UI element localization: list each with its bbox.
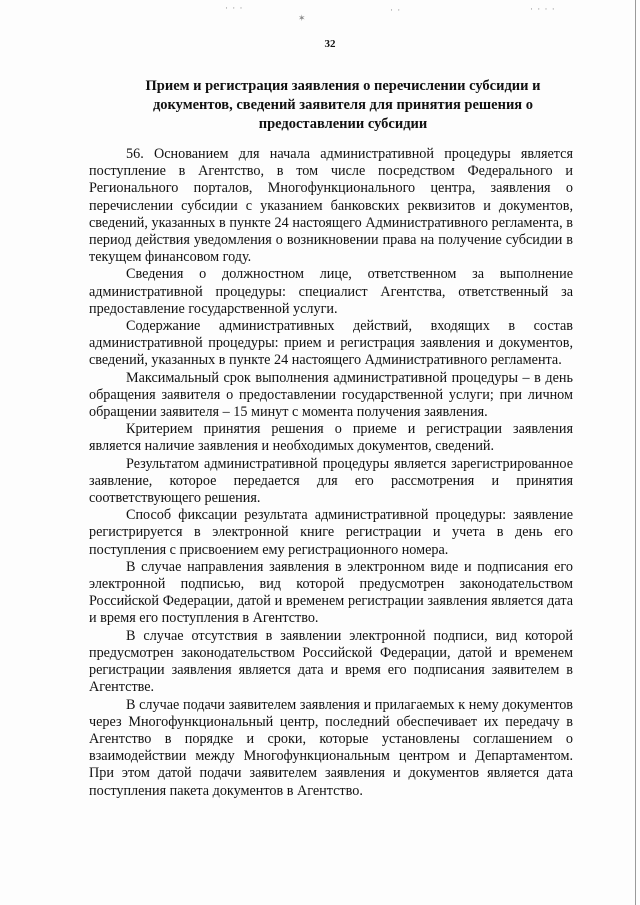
paragraph: Результатом административной процедуры является зарегистрированное заявление, которое передается для его рассмотрения и принятия соответствующего решения.	[89, 455, 573, 507]
paragraph: Сведения о должностном лице, ответственном за выполнение административной процедуры: специалист Агентства, ответственный за предоставление государственной услуги.	[89, 266, 573, 317]
document-body	[89, 146, 573, 800]
paragraph: В случае отсутствия в заявлении электронной подписи, вид которой предусмотрен законодательством Российской Федерации, датой и временем регистрации заявления является дата и время его подписания заявителем в Агентстве.	[89, 627, 573, 696]
page-number: 32	[324, 38, 336, 50]
paragraph: 56. Основанием для начала административной процедуры является поступление в Агентство, в том числе посредством Федерального и Регионального порталов, Многофункционального центра, заявления о перечислении субсидии с указанием банковских реквизитов и документов, сведений, указанных в пункте 24 настоящего Административного регламента, в период действия уведомления о возникновении права на получение субсидии в текущем финансовом году.	[89, 146, 573, 266]
paragraph: В случае подачи заявителем заявления и прилагаемых к нему документов через Многофункциональный центр, последний обеспечивает их передачу в Агентство в порядке и сроки, которые установлены соглашением о взаимодействии между Многофункциональным центром и Департаментом. При этом датой подачи заявителем заявления и документов является дата поступления пакета документов в Агентство.	[89, 696, 573, 799]
scan-speck: · · ·	[225, 3, 244, 13]
paragraph: Содержание административных действий, входящих в состав административной процедуры: прием и регистрация заявления и документов, сведений, указанных в пункте 24 настоящего Административного регламента.	[89, 318, 573, 369]
scan-speck: ✶	[298, 13, 307, 23]
paragraph: В случае направления заявления в электронном виде и подписания его электронной подписью, вид которой предусмотрен законодательством Российской Федерации, датой и временем регистрации заявления является дата и время его поступления в Агентство.	[89, 558, 573, 627]
section-heading: Прием и регистрация заявления о перечислении субсидии и документов, сведений заявителя для принятия решения о предоставлении субсидии	[145, 78, 541, 132]
scan-edge	[635, 0, 636, 905]
scan-speck: · · · ·	[530, 4, 556, 14]
paragraph: Способ фиксации результата административной процедуры: заявление регистрируется в электронной книге регистрации и учета в день его поступления с присвоением ему регистрационного номера.	[89, 507, 573, 558]
paragraph: Максимальный срок выполнения административной процедуры – в день обращения заявителя о предоставлении государственной услуги; при личном обращении заявителя – 15 минут с момента получения заявления.	[89, 369, 573, 421]
paragraph: Критерием принятия решения о приеме и регистрации заявления является наличие заявления и необходимых документов, сведений.	[89, 421, 573, 455]
scan-speck: · ·	[390, 5, 402, 15]
